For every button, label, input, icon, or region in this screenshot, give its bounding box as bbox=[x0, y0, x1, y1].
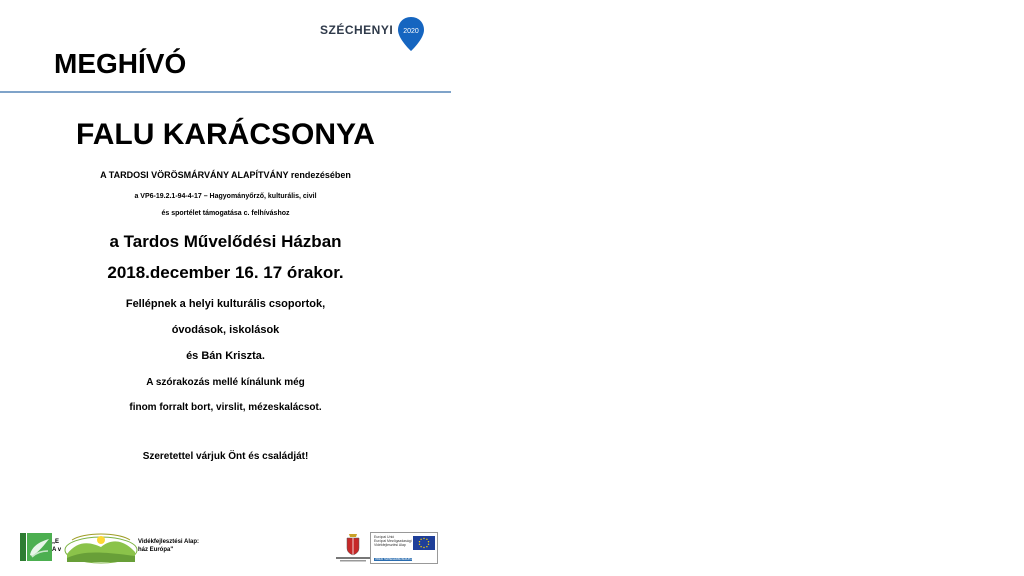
program-year: 2020 bbox=[403, 28, 419, 35]
footer-slogan-fragment bbox=[52, 538, 61, 554]
program-reference-line2: és sportélet támogatása c. felhíváshoz bbox=[161, 210, 290, 217]
program-reference-line1: a VP6-19.2.1-94-4-17 – Hagyományőrző, kulturális, civil bbox=[134, 193, 317, 200]
performers-line3: és Bán Kriszta. bbox=[186, 350, 265, 362]
eu-funding-badge bbox=[370, 532, 438, 564]
szechenyi-logo-text: SZÉCHENYI bbox=[320, 23, 394, 37]
szechenyi-2020-logo bbox=[320, 14, 430, 50]
footer-slogan-line2: A v bbox=[52, 547, 62, 553]
offer-line2: finom forralt bort, virslit, mézeskalácsot. bbox=[129, 402, 322, 413]
fund-text-line1: Vidékfejlesztési Alap: bbox=[138, 539, 200, 545]
performers-line2: óvodások, iskolások bbox=[171, 324, 280, 336]
event-date: 2018.december 16. 17 órakor. bbox=[107, 263, 344, 282]
event-title: FALU KARÁCSONYA bbox=[76, 118, 375, 151]
footer-slogan-line1: „E bbox=[52, 539, 60, 545]
leader-logo-icon bbox=[20, 533, 52, 561]
offer-line1: A szórakozás mellé kínálunk még bbox=[146, 377, 305, 388]
location-pin-icon bbox=[397, 16, 425, 52]
closing-text: Szeretettel várjuk Önt és családját! bbox=[142, 451, 309, 462]
fund-text-line2: ház Európa" bbox=[138, 547, 174, 553]
organizer-text: A TARDOSI VÖRÖSMÁRVÁNY ALAPÍTVÁNY rendezésében bbox=[100, 170, 351, 180]
event-venue: a Tardos Művelődési Házban bbox=[109, 232, 342, 251]
hungarian-coat-of-arms-icon bbox=[334, 530, 372, 564]
page-heading: MEGHÍVÓ bbox=[54, 48, 187, 79]
eu-stripe-text: VIDÉKI TÉRSÉGEKBE BERUHÁZÓ EURÓPA bbox=[375, 557, 427, 561]
performers-line1: Fellépnek a helyi kulturális csoportok, bbox=[125, 298, 326, 310]
eu-slogan-stripe bbox=[374, 557, 427, 561]
fund-text bbox=[138, 538, 199, 554]
eu-text-line2: Európai Mezőgazdasági bbox=[374, 539, 412, 543]
eu-flag-icon bbox=[413, 536, 435, 550]
eu-text-line1: Európai Unió bbox=[374, 535, 395, 539]
heading-divider bbox=[0, 91, 451, 93]
landscape-logo-icon bbox=[64, 530, 138, 564]
eu-funding-text bbox=[374, 535, 412, 547]
eu-text-line3: Vidékfejlesztési Alap bbox=[374, 543, 406, 547]
